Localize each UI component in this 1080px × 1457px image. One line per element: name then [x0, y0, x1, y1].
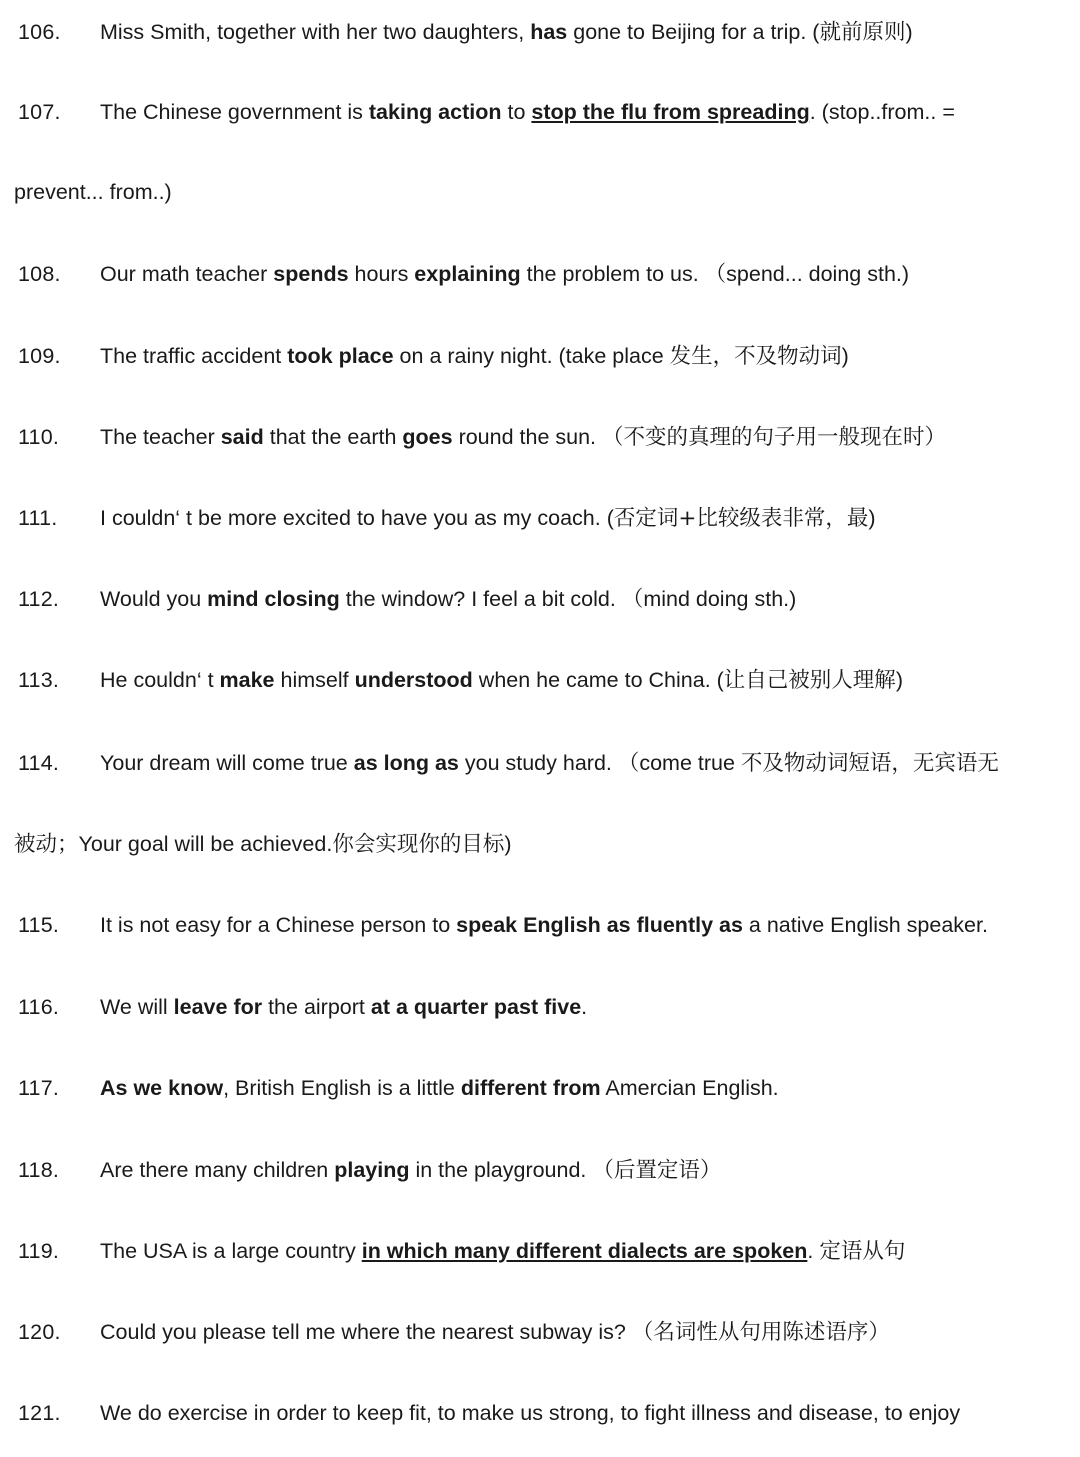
text-run: , British English is a little: [223, 1076, 461, 1100]
text-run: spends: [273, 262, 349, 286]
text-run: Our math teacher: [100, 262, 274, 286]
text-run: the airport: [262, 995, 371, 1019]
text-run: stop the flu from spreading: [531, 100, 810, 124]
item-number: 115.: [18, 913, 60, 937]
text-run: .: [581, 995, 588, 1019]
text-run: The Chinese government is: [100, 100, 369, 124]
text-run: ): [841, 344, 849, 368]
text-run: ): [905, 20, 913, 44]
text-run: has: [530, 20, 568, 44]
text-run: The traffic accident: [100, 344, 288, 368]
sentence-text: [100, 1237, 1075, 1266]
text-run: leave for: [173, 995, 263, 1019]
text-run: （名词性从句用陈述语序）: [631, 1320, 890, 1345]
text-run: took place: [287, 344, 394, 368]
text-run: different from: [460, 1076, 601, 1100]
text-run: ): [868, 506, 876, 530]
text-run: that the earth: [263, 425, 403, 449]
text-run: 不及物动词短语，无宾语无: [740, 751, 999, 776]
text-run: himself: [274, 668, 355, 692]
text-run: We do exercise in order to keep fit, to make us strong, to fight illness and disease, to enjoy: [100, 1401, 961, 1425]
sentence-text: [100, 1399, 1075, 1427]
text-run: a native English speaker.: [742, 913, 988, 937]
item-number: 117.: [18, 1076, 60, 1100]
text-run: mind closing: [207, 587, 340, 611]
text-run: 你会实现你的目标: [332, 832, 505, 857]
text-run: at a quarter past five: [370, 995, 582, 1019]
sentence-text: [100, 1156, 1075, 1185]
text-run: prevent... from..): [14, 180, 172, 204]
text-run: Amercian English.: [600, 1076, 779, 1100]
sentence-text: [100, 1318, 1075, 1347]
text-run: speak English as fluently as: [456, 913, 743, 937]
text-run: The USA is a large country: [100, 1239, 362, 1263]
item-number: 111.: [18, 506, 58, 530]
text-run: playing: [334, 1158, 410, 1182]
sentence-text: [100, 1074, 1075, 1102]
item-number: 106.: [18, 20, 61, 44]
sentence-text: [100, 993, 1075, 1021]
text-run: as long as: [353, 751, 459, 775]
sentence-text: [100, 585, 1075, 613]
text-run: Miss Smith, together with her two daughters,: [100, 20, 531, 44]
text-run: explaining: [414, 262, 521, 286]
text-run: the problem to us. （spend... doing sth.): [520, 262, 910, 286]
text-run: in which many different dialects are spoken: [361, 1239, 808, 1263]
text-run: 定语从句: [819, 1239, 906, 1264]
sentence-text: [100, 423, 1075, 452]
text-run: The teacher: [100, 425, 221, 449]
text-run: We will: [100, 995, 174, 1019]
text-run: Your goal will be achieved.: [78, 832, 333, 856]
text-run: 就前原则: [819, 20, 906, 45]
text-run: gone to Beijing for a trip. (: [567, 20, 820, 44]
text-run: Could you please tell me where the nearest subway is?: [100, 1320, 632, 1344]
item-number: 110.: [18, 425, 60, 449]
text-run: goes: [402, 425, 453, 449]
text-run: I couldn‘ t be more excited to have you as my coach. (: [100, 506, 614, 530]
text-run: ): [504, 832, 512, 856]
text-run: Would you: [100, 587, 208, 611]
text-run: you study hard. （come true: [458, 751, 741, 775]
text-run: to: [501, 100, 532, 124]
item-number: 109.: [18, 344, 61, 368]
text-run: make: [219, 668, 275, 692]
sentence-text: [100, 749, 1075, 778]
text-run: hours: [348, 262, 415, 286]
text-run: in the playground.: [409, 1158, 593, 1182]
item-number: 108.: [18, 262, 61, 286]
text-run: .: [807, 1239, 820, 1263]
text-run: （不变的真理的句子用一般现在时）: [602, 425, 947, 450]
text-run: It is not easy for a Chinese person to: [100, 913, 457, 937]
item-number: 118.: [18, 1158, 60, 1182]
sentence-text: [100, 911, 1075, 939]
sentence-text: [100, 260, 1075, 288]
text-run: 让自己被别人理解: [723, 668, 896, 693]
sentence-text: [100, 342, 1075, 371]
text-run: As we know: [100, 1076, 224, 1100]
text-run: 否定词+比较级表非常，最: [613, 506, 869, 531]
text-run: said: [220, 425, 264, 449]
sentence-text: [100, 18, 1075, 47]
sentence-text: [100, 98, 1075, 126]
item-number: 107.: [18, 100, 61, 124]
text-run: 发生，不及物动词: [669, 344, 842, 369]
item-number: 121.: [18, 1401, 61, 1425]
text-run: Are there many children: [100, 1158, 335, 1182]
item-number: 120.: [18, 1320, 61, 1344]
text-run: taking action: [368, 100, 502, 124]
text-run: He couldn‘ t: [100, 668, 220, 692]
text-run: （后置定语）: [592, 1158, 722, 1183]
item-number: 116.: [18, 995, 60, 1019]
item-number: 114.: [18, 751, 60, 775]
text-run: on a rainy night. (take place: [393, 344, 670, 368]
item-number: 119.: [18, 1239, 60, 1263]
item-number: 113.: [18, 668, 60, 692]
sentence-continuation: [14, 178, 1064, 206]
text-run: Your dream will come true: [100, 751, 354, 775]
item-number: 112.: [18, 587, 60, 611]
text-run: when he came to China. (: [472, 668, 724, 692]
sentence-text: [100, 666, 1075, 695]
text-run: understood: [354, 668, 473, 692]
text-run: round the sun.: [452, 425, 603, 449]
text-run: 被动；: [14, 832, 79, 857]
sentence-text: [100, 504, 1075, 533]
sentence-continuation: [14, 830, 1064, 859]
text-run: ): [895, 668, 903, 692]
text-run: . (stop..from.. =: [809, 100, 955, 124]
text-run: the window? I feel a bit cold. （mind doing sth.): [339, 587, 797, 611]
